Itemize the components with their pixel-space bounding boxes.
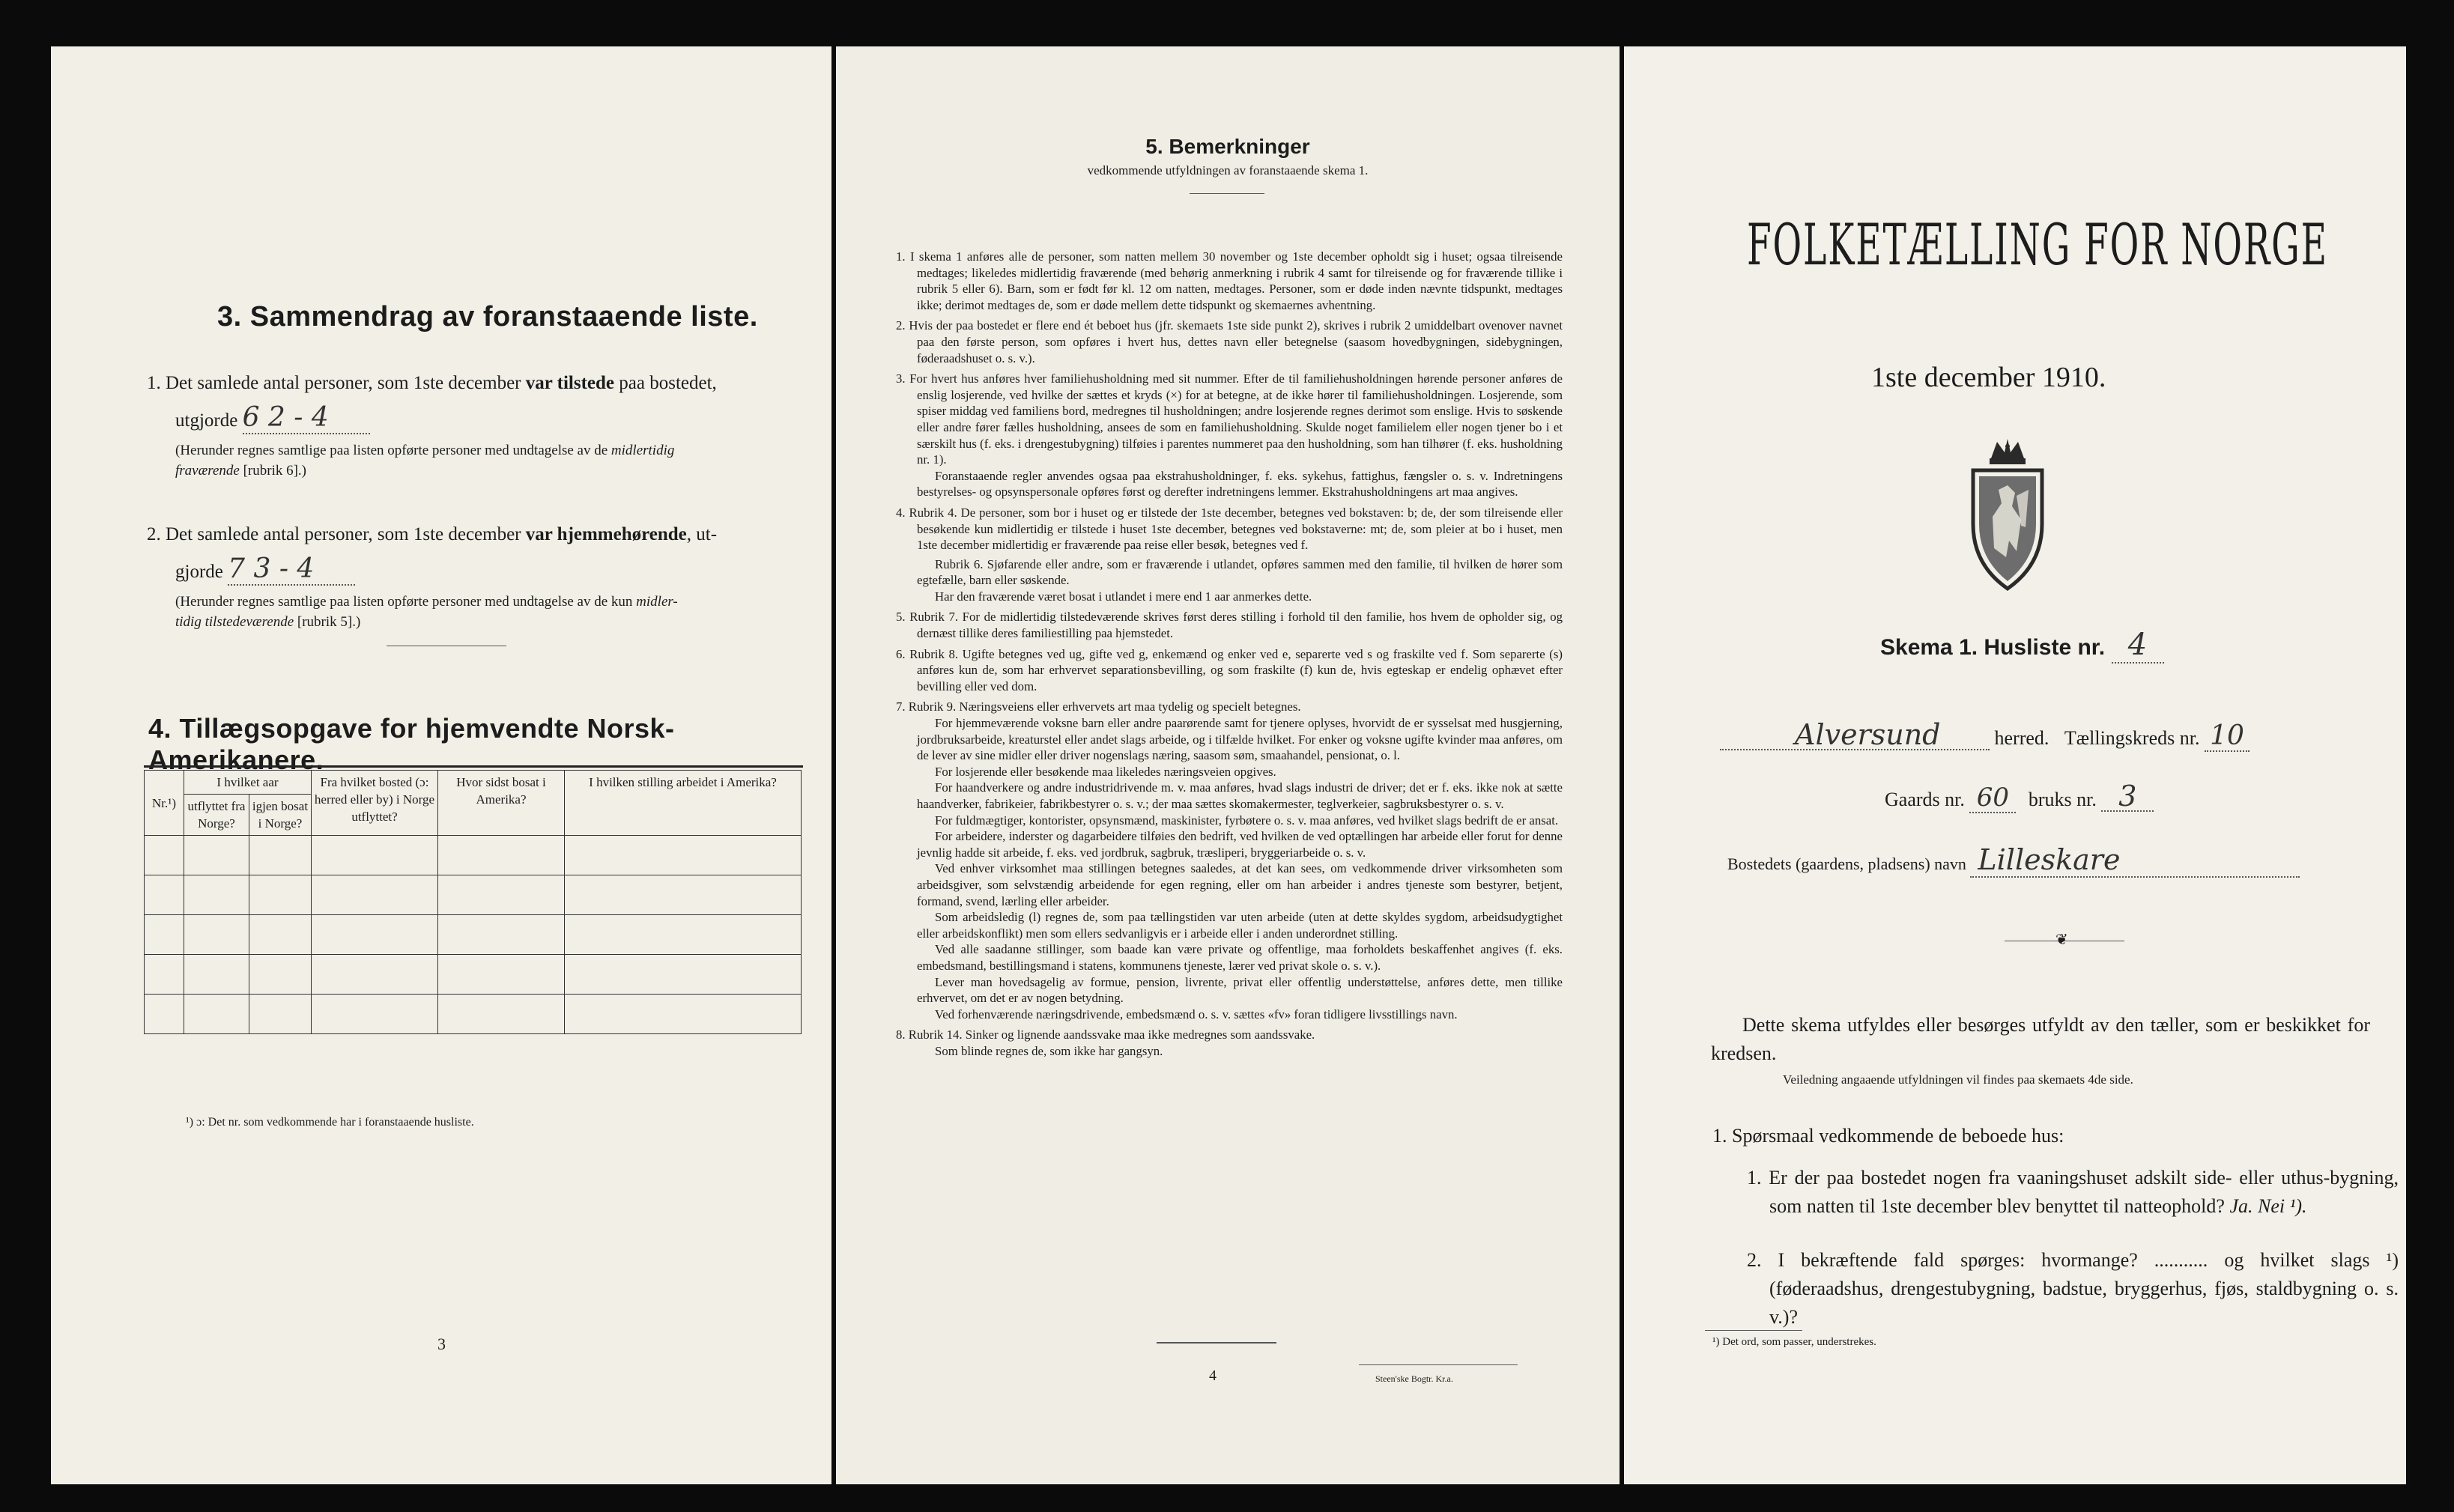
document-title: FOLKETÆLLING FOR NORGE — [1747, 211, 2328, 278]
item2-line1: 2. Det samlede antal personer, som 1ste december var hjemmehørende, ut- — [147, 524, 718, 544]
table-row — [145, 915, 802, 955]
remark-7g: Som arbeidsledig (l) regnes de, som paa tællingstiden var uten arbeide (uten at dette skyldes sygdom, arbeidsudygtighet eller arbeidskonflikt) men som ellers sedvanligvis er i arbeide eller i anden underordnet stilling. — [917, 910, 1563, 941]
bruks-nr: 3 — [2101, 782, 2154, 812]
remark-4: 4. Rubrik 4. De personer, som bor i huset og er tilstede der 1ste december, betegnes ved bokstaven: b; de, der som tilreisende eller besøkende kun midlertidig er tilstede i huset 1ste december, betegnes ved bokstaverne: mt; de, som pleier at bo i huset, men 1ste december midlertidig er fraværende paa reise eller besøk, betegnes ved f. — [896, 505, 1563, 553]
col-hvor-sidst: Hvor sidst bosat i Amerika? — [438, 771, 565, 836]
item1-note: (Herunder regnes samtlige paa listen opførte personer med undtagelse av de midlertidig fraværende [rubrik 6].) — [175, 443, 675, 479]
printer-mark: Steen'ske Bogtr. Kr.a. — [1375, 1373, 1453, 1384]
remark-7f: Ved enhver virksomhet maa stillingen betegnes saaledes, at det kan sees, om vedkommende driver virksomheten som arbeidsgiver, som selvstændig arbeidende for egen regning, eller om han arbeider i andres tjeneste som bestyrer, betjent, formand, svend, lærling eller arbeider. — [917, 861, 1563, 908]
remark-7: 7. Rubrik 9. Næringsveiens eller erhvervets art maa tydelig og specielt betegnes. — [896, 699, 1301, 714]
question-1-1: 1. Er der paa bostedet nogen fra vaaningshuset adskilt side- eller uthus-bygning, som natten til 1ste december blev benyttet til natteophold? Ja. Nei ¹). — [1747, 1167, 2399, 1217]
divider — [1359, 1364, 1518, 1365]
question-1-heading: 1. Spørsmaal vedkommende de beboede hus: — [1712, 1125, 2064, 1147]
col-nr: Nr.¹) — [145, 771, 184, 836]
kreds-nr: 10 — [2205, 722, 2250, 752]
remark-7d: For fuldmægtiger, kontorister, opsynsmænd, maskinister, fyrbøtere o. s. v. maa anføres, ved hvilket slags bedrift de er ansat. — [935, 813, 1559, 828]
table-row — [145, 955, 802, 995]
question-1-1-answer: Ja. Nei ¹). — [2229, 1195, 2307, 1217]
right-page — [1624, 46, 2406, 1484]
remark-7h: Ved alle saadanne stillinger, som baade kan være private og offentlige, maa forholdets beskaffenhet angives (f. eks. embedsmand, bestillingsmand i statens, kommunens tjeneste, lærer ved privat skole o. s. v.). — [917, 942, 1563, 973]
norsk-amerikanere-table — [144, 770, 802, 1034]
middle-page — [836, 46, 1620, 1484]
remark-6: 6. Rubrik 8. Ugifte betegnes ved ug, gifte ved g, enkemænd og enker ved e, separerte ved s og fraskilte ved f. Som separerte (s) anføres kun de, som har erhvervet separationsbevilling, og som fraskilte (f) kun de, hvis egteskap er endelig ophævet efter bevilling eller ved dom. — [896, 646, 1563, 693]
table-row — [145, 995, 802, 1034]
instruction: Dette skema utfyldes eller besørges utfyldt av den tæller, som er beskikket for kredsen. — [1711, 1014, 2370, 1064]
remark-4b: Rubrik 6. Sjøfarende eller andre, som er fraværende i utlandet, opføres sammen med den familie, til hvilken de hører som egtefælle, barn eller søskende. — [917, 556, 1563, 588]
remark-7j: Ved forhenværende næringsdrivende, embedsmænd o. s. v. sættes «fv» foran tidligere livsstillings navn. — [935, 1007, 1458, 1021]
remarks-subheading: vedkommende utfyldningen av foranstaaende skema 1. — [1087, 163, 1369, 177]
item1-line2: utgjorde 6 2 - 4 — [175, 403, 370, 436]
remark-3: 3. For hvert hus anføres hver familiehusholdning med sit nummer. Efter de til familiehusholdningen hørende personer anføres de enslig losjerende, ved hvilke der sættes et kryds (×) for at betegne, at de ikke hører til familiehusholdningen. Losjerende, som spiser middag ved familiens bord, medregnes til husholdningen; andre losjerende regnes derimot som enslige. Hvis to søskende eller andre fører fælles husholdning, ansees de som en familiehusholdning. Skulde noget familielem eller nogen tjener bo i et særskilt hus (f. eks. i drengestubygning) tilføies i parentes nummeret paa den husholdning, som han tilhører (f. eks. husholdning nr. 1). — [896, 371, 1563, 467]
col-i-hvilket-aar: I hvilket aar — [184, 771, 312, 795]
herred-handwritten: Alversund — [1720, 720, 1990, 750]
divider — [1157, 1342, 1276, 1344]
remark-7b: For losjerende eller besøkende maa likeledes næringsveien opgives. — [935, 764, 1276, 779]
col-fra-bosted: Fra hvilket bosted (ɔ: herred eller by) i Norge utflyttet? — [312, 771, 438, 836]
herred-line: Alversund herred. Tællingskreds nr. 10 — [1720, 720, 2379, 753]
remark-8b: Som blinde regnes de, som ikke har gangsyn. — [935, 1043, 1163, 1058]
gaards-line: Gaards nr. 60 bruks nr. 3 — [1885, 782, 2154, 814]
item2-note: (Herunder regnes samtlige paa listen opførte personer med undtagelse av de kun midler- tidig tilstedeværende [rubrik 5].) — [175, 594, 678, 630]
census-date: 1ste december 1910. — [1871, 362, 2106, 393]
item2-handwritten: 7 3 - 4 — [228, 554, 355, 586]
table-top-rule — [144, 765, 803, 768]
col-igjen-bosat: igjen bosat i Norge? — [249, 795, 312, 836]
table-row — [145, 875, 802, 915]
page-number: 3 — [437, 1335, 446, 1353]
remark-3b: Foranstaaende regler anvendes ogsaa paa ekstrahusholdninger, f. eks. sykehus, fattighus, fængsler o. s. v. Indretningens bestyrelses- og opsynspersonale opføres først og derefter indretningens lemmer. Ekstrahusholdningens art maa angives. — [917, 468, 1563, 500]
remark-4c: Har den fraværende været bosat i utlandet i mere end 1 aar anmerkes dette. — [935, 589, 1312, 604]
remark-7a: For hjemmeværende voksne barn eller andre paarørende samt for tjenere oplyses, hvorvidt de er sysselsat med husgjerning, jordbruksarbeide, kreaturstel eller andet slags arbeide, og i tilfælde hvilket. For enker og voksne ugifte kvinder maa anføres, om de lever av sine midler eller driver nogenslags næring, saasom søm, smaahandel, pensionat, o. l. — [917, 716, 1563, 763]
left-page — [51, 46, 831, 1484]
col-utflyttet: utflyttet fra Norge? — [184, 795, 249, 836]
remark-1: 1. I skema 1 anføres alle de personer, som natten mellem 30 november og 1ste december opholdt sig i huset; ogsaa tilreisende medtages; likeledes midlertidig fraværende (med behørig anmerkning i rubrik 4 samt for tilreisende og for fraværende tillike i rubrik 5 eller 6). Barn, som er født før kl. 12 om natten, medtages. Personer, som er døde inden nævnte tidspunkt, medtages ikke; derimot medtages de, som er døde mellem dette tidspunkt og skemaernes avhentning. — [896, 249, 1563, 312]
page-number: 4 — [1209, 1367, 1217, 1384]
remark-7c: For haandverkere og andre industridrivende m. v. maa anføres, hvad slags industri de driver; det er f. eks. ikke nok at sætte haandverker, fabrikeier, fabrikbestyrer o. s. v.; der maa sættes skomakermester, teglverkeier, sagbruksbestyrer o. s. v. — [917, 780, 1563, 811]
table-footnote: ¹) ɔ: Det nr. som vedkommende har i foranstaaende husliste. — [186, 1116, 474, 1129]
footnote: ¹) Det ord, som passer, understrekes. — [1712, 1336, 1876, 1348]
skema-line: Skema 1. Husliste nr. 4 — [1880, 628, 2164, 664]
item2-line2: gjorde 7 3 - 4 — [175, 554, 355, 587]
question-1-2: 2. I bekræftende fald spørges: hvormange? ........... og hvilket slags ¹) (føderaadshus, drengestubygning, badstue, bryggerhus, fjøs, staldbygning o. s. v.)? — [1747, 1249, 2399, 1328]
remark-7e: For arbeidere, inderster og dagarbeidere tilføies den bedrift, ved hvilken de ved optællingen har arbeide eller forut for denne jevnlig hadde sit arbeide, f. eks. ved jordbruk, sagbruk, træsliperi, bryggeriarbeide o. s. v. — [917, 829, 1563, 860]
norway-coat-of-arms-icon — [1963, 436, 2052, 593]
remarks-body — [896, 249, 1563, 1064]
bosted-line: Bostedets (gaardens, pladsens) navn Lilleskare — [1727, 843, 2387, 878]
remark-7i: Lever man hovedsagelig av formue, pension, livrente, privat eller offentlig understøttelse, anføres dette, men tillike erhvervet, om det er av nogen betydning. — [917, 974, 1563, 1006]
divider — [1705, 1330, 1802, 1331]
item1-handwritten: 6 2 - 4 — [243, 403, 370, 434]
husliste-nr: 4 — [2112, 628, 2164, 664]
bosted-handwritten: Lilleskare — [1970, 843, 2300, 878]
ornament-icon: ❦ — [2055, 932, 2068, 948]
item1-line1: 1. Det samlede antal personer, som 1ste december var tilstede paa bostedet, — [147, 373, 717, 393]
remark-2: 2. Hvis der paa bostedet er flere end ét beboet hus (jfr. skemaets 1ste side punkt 2), skrives i rubrik 2 umiddelbart ovenover navnet paa den første person, som opføres i hvert hus, dettes navn eller betegnelse (saasom hovedbygningen, sidebygningen, føderaadshuset o. s. v.). — [896, 318, 1563, 365]
remark-5: 5. Rubrik 7. For de midlertidig tilstedeværende skrives først deres stilling i forhold til den familie, hos hvem de opholder sig, og dernæst tillike deres familiestilling paa hjemstedet. — [896, 610, 1563, 641]
remarks-heading: 5. Bemerkninger — [1145, 135, 1310, 158]
remark-8: 8. Rubrik 14. Sinker og lignende aandssvake maa ikke medregnes som aandssvake. — [896, 1027, 1315, 1042]
gaards-nr: 60 — [1969, 783, 2016, 813]
table-header-row — [145, 771, 802, 795]
col-stilling: I hvilken stilling arbeidet i Amerika? — [565, 771, 802, 836]
section3-heading: 3. Sammendrag av foranstaaende liste. — [217, 301, 758, 333]
divider — [1190, 193, 1264, 194]
table-row — [145, 836, 802, 875]
section4-heading: 4. Tillægsopgave for hjemvendte Norsk-Amerikanere. — [148, 713, 675, 775]
instruction-small: Veiledning angaaende utfyldningen vil findes paa skemaets 4de side. — [1783, 1072, 2133, 1087]
